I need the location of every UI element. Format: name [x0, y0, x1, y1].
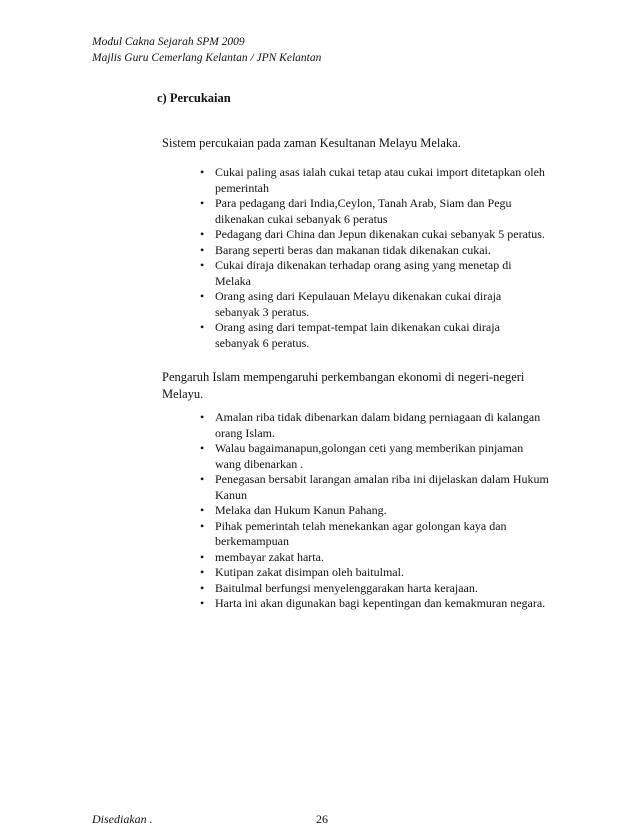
bullet-icon: •	[200, 596, 205, 610]
list-item-text: Cukai diraja dikenakan terhadap orang asing yang menetap di Melaka	[215, 258, 512, 288]
bullet-icon: •	[200, 503, 205, 517]
list-item	[200, 565, 550, 581]
list-item-text: Orang asing dari Kepulauan Melayu dikenakan cukai diraja sebanyak 3 peratus.	[215, 289, 502, 319]
page-header	[92, 34, 321, 66]
list-item-text: Orang asing dari tempat-tempat lain dikenakan cukai diraja sebanyak 6 peratus.	[215, 320, 500, 350]
list-item	[200, 580, 550, 597]
list-item	[200, 410, 550, 441]
bullet-icon: •	[200, 258, 205, 272]
list-item	[200, 472, 550, 503]
bullet-icon: •	[200, 472, 205, 486]
list-item	[200, 549, 550, 566]
page-number: 26	[316, 812, 328, 826]
list-item	[200, 258, 545, 289]
header-line-1: Modul Cakna Sejarah SPM 2009	[92, 36, 245, 48]
list-item-text: Barang seperti beras dan makanan tidak dikenakan cukai.	[215, 242, 491, 257]
list-item-text: membayar zakat harta.	[215, 549, 324, 564]
list-item-text: Cukai paling asas ialah cukai tetap atau cukai import ditetapkan oleh pemerintah	[215, 165, 545, 195]
islam-influence-text: Pengaruh Islam mempengaruhi perkembangan ekonomi di negeri-negeri Melayu.	[162, 370, 525, 401]
bullet-icon: •	[200, 165, 205, 179]
list-item-text: Melaka dan Hukum Kanun Pahang.	[215, 503, 387, 517]
list-item-text: Penegasan bersabit larangan amalan riba ini dijelaskan dalam Hukum Kanun	[215, 472, 549, 502]
bullet-icon: •	[200, 410, 205, 424]
bullet-icon: •	[200, 242, 205, 257]
list-item	[200, 165, 545, 196]
footer-prepared-by: Disediakan .	[92, 812, 153, 826]
list-item	[200, 320, 545, 351]
list-item	[200, 518, 550, 550]
islam-bullet-list	[200, 410, 550, 612]
list-item	[200, 196, 545, 227]
list-item	[200, 289, 545, 320]
list-item	[200, 441, 550, 472]
list-item	[200, 503, 550, 519]
bullet-icon: •	[200, 227, 205, 241]
list-item	[200, 227, 545, 243]
bullet-icon: •	[200, 565, 205, 579]
list-item-text: Pedagang dari China dan Jepun dikenakan cukai sebanyak 5 peratus.	[215, 227, 545, 241]
bullet-icon: •	[200, 580, 205, 595]
bullet-icon: •	[200, 196, 205, 210]
header-line-2: Majlis Guru Cemerlang Kelantan / JPN Kelantan	[92, 52, 322, 64]
list-item-text: Harta ini akan digunakan bagi kepentingan dan kemakmuran negara.	[215, 596, 546, 610]
bullet-icon: •	[200, 441, 205, 455]
intro-text: Sistem percukaian pada zaman Kesultanan Melayu Melaka.	[162, 136, 461, 150]
section-title: c) Percukaian	[157, 91, 231, 105]
list-item	[200, 596, 550, 612]
bullet-icon: •	[200, 289, 205, 303]
bullet-icon: •	[200, 320, 205, 334]
tax-bullet-list	[200, 165, 545, 351]
list-item-text: Para pedagang dari India,Ceylon, Tanah Arab, Siam dan Pegu dikenakan cukai sebanyak 6 peratus	[215, 196, 512, 226]
bullet-icon: •	[200, 518, 205, 533]
list-item-text: Kutipan zakat disimpan oleh baitulmal.	[215, 565, 404, 579]
list-item	[200, 242, 545, 259]
list-item-text: Baitulmal berfungsi menyelenggarakan harta kerajaan.	[215, 580, 478, 595]
bullet-icon: •	[200, 549, 205, 564]
list-item-text: Pihak pemerintah telah menekankan agar golongan kaya dan berkemampuan	[215, 518, 507, 548]
list-item-text: Amalan riba tidak dibenarkan dalam bidang perniagaan di kalangan orang Islam.	[215, 410, 541, 440]
list-item-text: Walau bagaimanapun,golongan ceti yang memberikan pinjaman wang dibenarkan .	[215, 441, 524, 471]
